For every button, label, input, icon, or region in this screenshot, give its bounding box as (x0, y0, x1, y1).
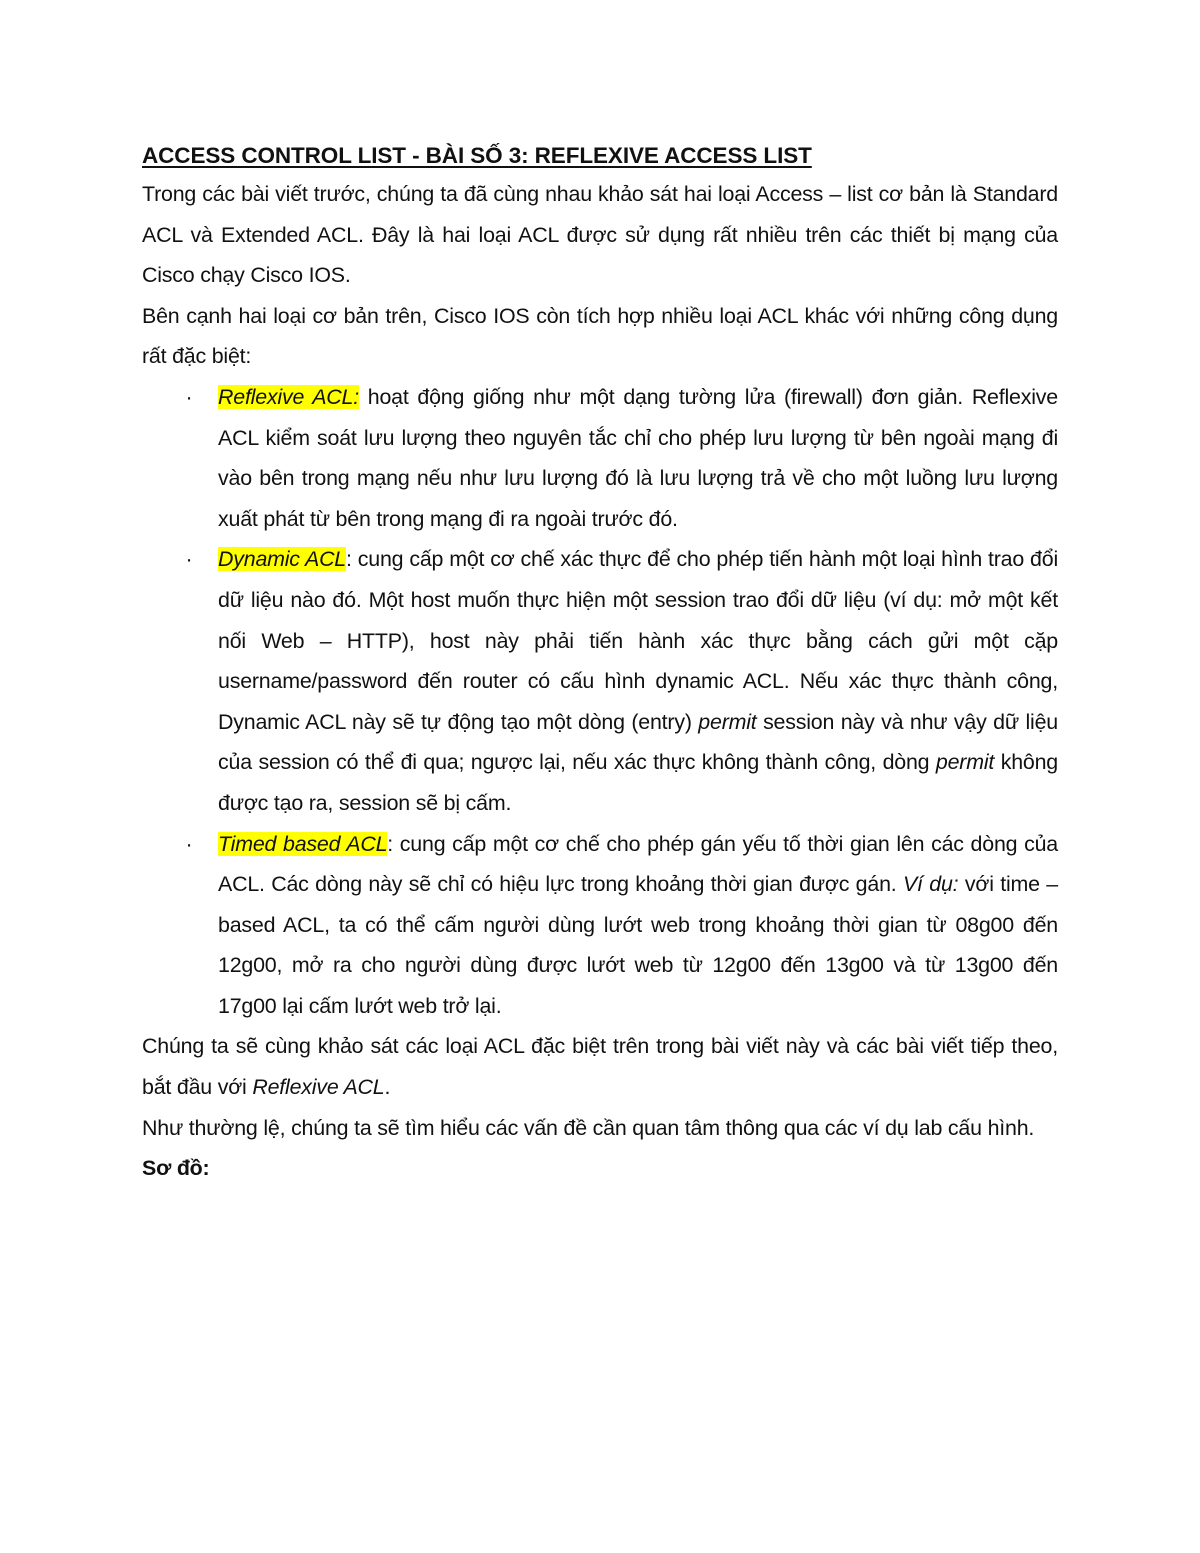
intro-paragraph-1: Trong các bài viết trước, chúng ta đã cùng nhau khảo sát hai loại Access – list cơ bản là Standard ACL và Extended ACL. Đây là hai loại ACL được sử dụng rất nhiều trên các thiết bị mạng của Cisco chạy Cisco IOS. (142, 182, 1058, 288)
bullet-marker: · (185, 831, 193, 856)
bullet-dynamic-acl (142, 539, 1058, 823)
term-dynamic-acl: Dynamic ACL (218, 547, 347, 572)
intro-paragraph-2: Bên cạnh hai loại cơ bản trên, Cisco IOS còn tích hợp nhiều loại ACL khác với những công dụng rất đặc biệt: (142, 303, 1058, 369)
bullet-text: hoạt động giống như một dạng tường lửa (firewall) đơn giản. Reflexive ACL kiểm soát lưu lượng theo nguyên tắc chỉ cho phép lưu lượng từ bên ngoài mạng đi vào bên trong mạng nếu như lưu lượng đó là lưu lượng trả về cho một luồng lưu lượng xuất phát từ bên trong mạng đi ra ngoài trước đó. (218, 384, 1058, 531)
bullet-marker: · (185, 384, 193, 409)
document-page (142, 138, 1058, 1189)
emphasis-permit: permit (698, 709, 757, 734)
bullet-timed-based-acl (142, 824, 1058, 1027)
closing-text: Chúng ta sẽ cùng khảo sát các loại ACL đặc biệt trên trong bài viết này và các bài viết tiếp theo, bắt đầu với (142, 1034, 1058, 1100)
bullet-marker: · (185, 547, 193, 572)
document-title: ACCESS CONTROL LIST - BÀI SỐ 3: REFLEXIVE ACCESS LIST (142, 143, 812, 168)
bullet-text: với time – based ACL, ta có thể cấm người dùng lướt web trong khoảng thời gian từ 08g00 đến 12g00, mở ra cho người dùng được lướt web từ 12g00 đến 13g00 và từ 13g00 đến 17g00 lại cấm lướt web trở lại. (218, 872, 1058, 1018)
bullet-text: : cung cấp một cơ chế xác thực để cho phép tiến hành một loại hình trao đổi dữ liệu nào đó. Một host muốn thực hiện một session trao đổi dữ liệu (ví dụ: mở một kết nối Web – HTTP), host này phải tiến hành xác thực bằng cách gửi một cặp username/password đến router có cấu hình dynamic ACL. Nếu xác thực thành công, Dynamic ACL này sẽ tự động tạo một dòng (entry) (218, 547, 1058, 734)
closing-tail: . (384, 1075, 391, 1100)
closing-paragraph-2: Như thường lệ, chúng ta sẽ tìm hiểu các vấn đề cần quan tâm thông qua các ví dụ lab cấu hình. (142, 1115, 1035, 1140)
emphasis-permit: permit (935, 750, 995, 775)
bullet-text: : cung cấp một cơ chế cho phép gán yếu tố thời gian lên các dòng của ACL. Các dòng này sẽ chỉ có hiệu lực trong khoảng thời gian được gán. (218, 831, 1059, 897)
bullet-text: session này và như vậy dữ liệu của session có thể đi qua; ngược lại, nếu xác thực không thành công, dòng (218, 709, 1058, 775)
term-reflexive-acl: Reflexive ACL: (218, 384, 359, 409)
term-timed-based-acl: Timed based ACL (218, 831, 388, 856)
emphasis-example: Ví dụ: (902, 872, 959, 897)
emphasis-reflexive-acl: Reflexive ACL (252, 1075, 385, 1100)
bullet-text: không được tạo ra, session sẽ bị cấm. (218, 750, 1058, 815)
bullet-reflexive-acl (142, 377, 1058, 539)
closing-paragraph-1 (142, 1026, 1058, 1107)
diagram-label: Sơ đồ: (142, 1156, 210, 1181)
